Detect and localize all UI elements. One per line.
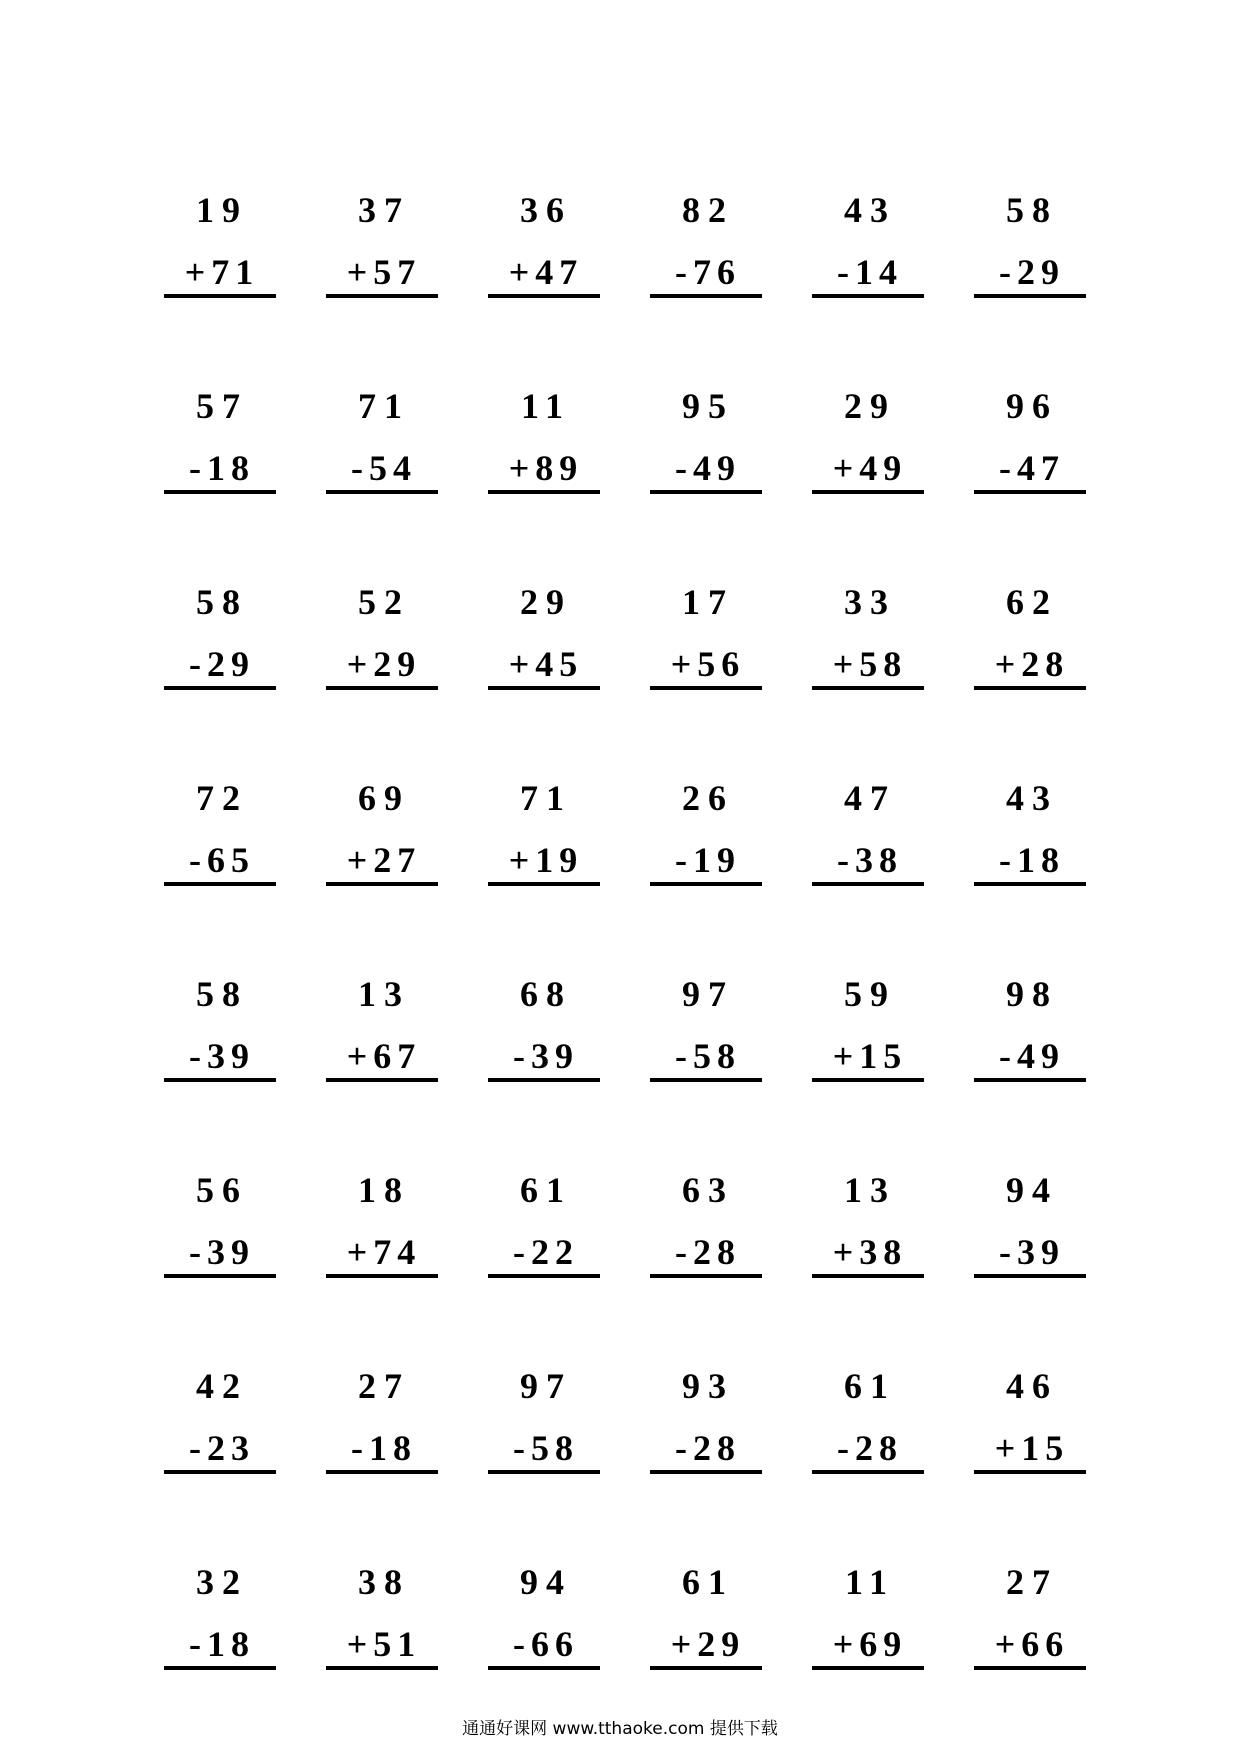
top-number: 17 xyxy=(682,582,734,622)
top-number: 96 xyxy=(1006,386,1058,426)
operator-number: -18 xyxy=(999,840,1065,880)
top-number: 46 xyxy=(1006,1366,1058,1406)
answer-line xyxy=(812,294,924,298)
answer-line xyxy=(650,686,762,690)
answer-line xyxy=(164,294,276,298)
operator-number: -49 xyxy=(675,448,741,488)
problem-item xyxy=(648,1562,768,1672)
problem-item xyxy=(162,1562,282,1672)
top-number: 56 xyxy=(196,1170,248,1210)
top-number: 29 xyxy=(844,386,896,426)
answer-line xyxy=(326,882,438,886)
top-number: 59 xyxy=(844,974,896,1014)
operator-number: +69 xyxy=(832,1624,908,1664)
answer-line xyxy=(974,686,1086,690)
top-number: 95 xyxy=(682,386,734,426)
problem-item xyxy=(486,974,606,1084)
operator-number: +89 xyxy=(508,448,584,488)
top-number: 69 xyxy=(358,778,410,818)
top-number: 29 xyxy=(520,582,572,622)
answer-line xyxy=(812,490,924,494)
top-number: 93 xyxy=(682,1366,734,1406)
top-number: 98 xyxy=(1006,974,1058,1014)
top-number: 33 xyxy=(844,582,896,622)
operator-number: -54 xyxy=(351,448,417,488)
top-number: 19 xyxy=(196,190,248,230)
operator-number: -39 xyxy=(189,1232,255,1272)
problem-item xyxy=(972,1366,1092,1476)
problem-item xyxy=(486,1562,606,1672)
problem-item xyxy=(648,778,768,888)
operator-number: -18 xyxy=(189,1624,255,1664)
problem-item xyxy=(648,1366,768,1476)
operator-number: -38 xyxy=(837,840,903,880)
operator-number: -39 xyxy=(189,1036,255,1076)
top-number: 58 xyxy=(196,974,248,1014)
top-number: 43 xyxy=(1006,778,1058,818)
top-number: 68 xyxy=(520,974,572,1014)
top-number: 26 xyxy=(682,778,734,818)
answer-line xyxy=(164,1078,276,1082)
top-number: 42 xyxy=(196,1366,248,1406)
answer-line xyxy=(164,1274,276,1278)
problem-item xyxy=(810,190,930,300)
operator-number: -22 xyxy=(513,1232,579,1272)
problem-item xyxy=(972,1170,1092,1280)
problem-item xyxy=(324,386,444,496)
answer-line xyxy=(650,1666,762,1670)
answer-line xyxy=(488,294,600,298)
problem-item xyxy=(162,582,282,692)
problem-item xyxy=(972,1562,1092,1672)
top-number: 38 xyxy=(358,1562,410,1602)
operator-number: +51 xyxy=(346,1624,422,1664)
top-number: 27 xyxy=(358,1366,410,1406)
top-number: 43 xyxy=(844,190,896,230)
operator-number: -76 xyxy=(675,252,741,292)
answer-line xyxy=(488,490,600,494)
top-number: 37 xyxy=(358,190,410,230)
top-number: 58 xyxy=(1006,190,1058,230)
top-number: 71 xyxy=(520,778,572,818)
answer-line xyxy=(650,1078,762,1082)
operator-number: +74 xyxy=(346,1232,422,1272)
problem-item xyxy=(486,582,606,692)
answer-line xyxy=(650,1470,762,1474)
problem-item xyxy=(648,1170,768,1280)
problem-item xyxy=(810,386,930,496)
answer-line xyxy=(488,1666,600,1670)
operator-number: -66 xyxy=(513,1624,579,1664)
operator-number: +67 xyxy=(346,1036,422,1076)
top-number: 72 xyxy=(196,778,248,818)
problem-item xyxy=(324,1562,444,1672)
operator-number: +45 xyxy=(508,644,584,684)
top-number: 82 xyxy=(682,190,734,230)
problem-item xyxy=(162,974,282,1084)
top-number: 27 xyxy=(1006,1562,1058,1602)
problem-item xyxy=(162,190,282,300)
operator-number: -39 xyxy=(513,1036,579,1076)
answer-line xyxy=(488,1078,600,1082)
answer-line xyxy=(974,1666,1086,1670)
problem-item xyxy=(162,778,282,888)
operator-number: -47 xyxy=(999,448,1065,488)
operator-number: -28 xyxy=(675,1428,741,1468)
answer-line xyxy=(650,882,762,886)
answer-line xyxy=(974,882,1086,886)
answer-line xyxy=(326,1470,438,1474)
operator-number: +19 xyxy=(508,840,584,880)
operator-number: +38 xyxy=(832,1232,908,1272)
top-number: 94 xyxy=(1006,1170,1058,1210)
answer-line xyxy=(812,882,924,886)
problem-item xyxy=(486,778,606,888)
top-number: 32 xyxy=(196,1562,248,1602)
answer-line xyxy=(326,1274,438,1278)
operator-number: -29 xyxy=(189,644,255,684)
top-number: 97 xyxy=(520,1366,572,1406)
answer-line xyxy=(326,1078,438,1082)
answer-line xyxy=(650,294,762,298)
top-number: 94 xyxy=(520,1562,572,1602)
problem-item xyxy=(972,582,1092,692)
top-number: 63 xyxy=(682,1170,734,1210)
answer-line xyxy=(650,1274,762,1278)
operator-number: -39 xyxy=(999,1232,1065,1272)
operator-number: +29 xyxy=(346,644,422,684)
top-number: 47 xyxy=(844,778,896,818)
answer-line xyxy=(164,1666,276,1670)
answer-line xyxy=(488,1274,600,1278)
problem-item xyxy=(486,386,606,496)
answer-line xyxy=(812,1666,924,1670)
answer-line xyxy=(812,1078,924,1082)
problem-item xyxy=(324,1366,444,1476)
answer-line xyxy=(326,490,438,494)
operator-number: -58 xyxy=(513,1428,579,1468)
problem-item xyxy=(648,974,768,1084)
problem-item xyxy=(810,582,930,692)
problem-item xyxy=(648,386,768,496)
answer-line xyxy=(488,1470,600,1474)
operator-number: +15 xyxy=(832,1036,908,1076)
problem-item xyxy=(162,1366,282,1476)
top-number: 36 xyxy=(520,190,572,230)
problem-item xyxy=(324,190,444,300)
problem-item xyxy=(648,582,768,692)
answer-line xyxy=(812,1274,924,1278)
top-number: 52 xyxy=(358,582,410,622)
problem-item xyxy=(648,190,768,300)
operator-number: +29 xyxy=(670,1624,746,1664)
operator-number: +58 xyxy=(832,644,908,684)
answer-line xyxy=(326,1666,438,1670)
top-number: 97 xyxy=(682,974,734,1014)
answer-line xyxy=(974,1274,1086,1278)
operator-number: +28 xyxy=(994,644,1070,684)
operator-number: -58 xyxy=(675,1036,741,1076)
problem-item xyxy=(324,1170,444,1280)
answer-line xyxy=(812,1470,924,1474)
problem-item xyxy=(324,778,444,888)
answer-line xyxy=(164,686,276,690)
top-number: 71 xyxy=(358,386,410,426)
answer-line xyxy=(488,882,600,886)
operator-number: +47 xyxy=(508,252,584,292)
problem-item xyxy=(324,974,444,1084)
footer-credit: 通通好课网 www.tthaoke.com 提供下载 xyxy=(462,1719,778,1739)
top-number: 61 xyxy=(844,1366,896,1406)
problem-item xyxy=(162,386,282,496)
operator-number: -28 xyxy=(837,1428,903,1468)
problem-item xyxy=(972,386,1092,496)
top-number: 62 xyxy=(1006,582,1058,622)
answer-line xyxy=(326,686,438,690)
answer-line xyxy=(488,686,600,690)
answer-line xyxy=(974,490,1086,494)
problem-item xyxy=(810,1562,930,1672)
top-number: 11 xyxy=(520,386,571,426)
operator-number: +49 xyxy=(832,448,908,488)
operator-number: -49 xyxy=(999,1036,1065,1076)
top-number: 13 xyxy=(358,974,410,1014)
answer-line xyxy=(326,294,438,298)
answer-line xyxy=(164,1470,276,1474)
operator-number: +66 xyxy=(994,1624,1070,1664)
operator-number: -14 xyxy=(837,252,903,292)
problem-item xyxy=(972,190,1092,300)
operator-number: +57 xyxy=(346,252,422,292)
problem-item xyxy=(810,1366,930,1476)
answer-line xyxy=(974,1470,1086,1474)
problem-item xyxy=(486,1366,606,1476)
operator-number: +56 xyxy=(670,644,746,684)
problem-item xyxy=(324,582,444,692)
operator-number: -18 xyxy=(189,448,255,488)
problem-item xyxy=(810,778,930,888)
answer-line xyxy=(812,686,924,690)
answer-line xyxy=(164,490,276,494)
problem-item xyxy=(162,1170,282,1280)
top-number: 13 xyxy=(844,1170,896,1210)
top-number: 57 xyxy=(196,386,248,426)
operator-number: +27 xyxy=(346,840,422,880)
answer-line xyxy=(974,1078,1086,1082)
top-number: 18 xyxy=(358,1170,410,1210)
operator-number: -19 xyxy=(675,840,741,880)
problem-item xyxy=(486,1170,606,1280)
top-number: 61 xyxy=(520,1170,572,1210)
top-number: 58 xyxy=(196,582,248,622)
problem-item xyxy=(810,974,930,1084)
operator-number: +71 xyxy=(184,252,260,292)
operator-number: -28 xyxy=(675,1232,741,1272)
top-number: 61 xyxy=(682,1562,734,1602)
problem-item xyxy=(486,190,606,300)
problem-item xyxy=(810,1170,930,1280)
problem-item xyxy=(972,778,1092,888)
operator-number: -18 xyxy=(351,1428,417,1468)
operator-number: -29 xyxy=(999,252,1065,292)
operator-number: -65 xyxy=(189,840,255,880)
answer-line xyxy=(650,490,762,494)
problem-item xyxy=(972,974,1092,1084)
operator-number: +15 xyxy=(994,1428,1070,1468)
answer-line xyxy=(974,294,1086,298)
top-number: 11 xyxy=(844,1562,895,1602)
answer-line xyxy=(164,882,276,886)
operator-number: -23 xyxy=(189,1428,255,1468)
